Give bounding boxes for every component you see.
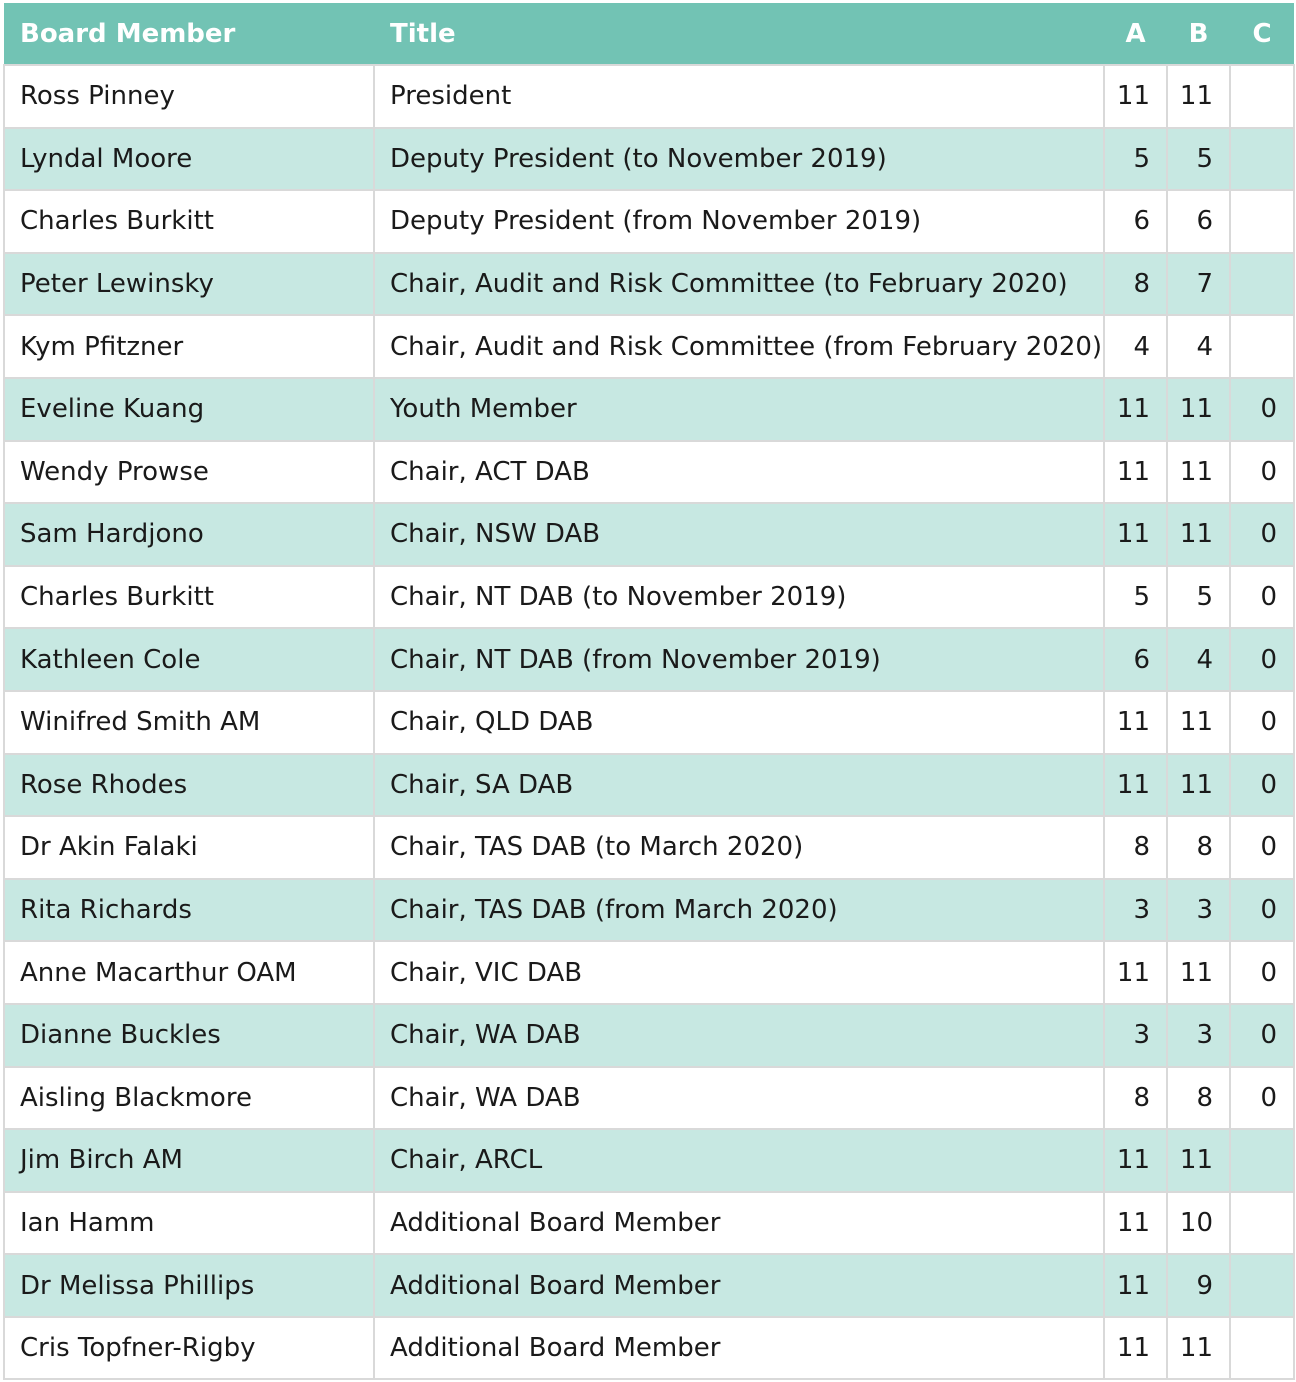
cell-c (1230, 190, 1294, 253)
cell-a: 11 (1104, 1254, 1167, 1317)
cell-c (1230, 128, 1294, 191)
cell-b: 3 (1167, 879, 1230, 942)
cell-a: 11 (1104, 1192, 1167, 1255)
cell-b: 8 (1167, 1067, 1230, 1130)
cell-c: 0 (1230, 754, 1294, 817)
cell-title: Youth Member (374, 378, 1104, 441)
cell-c: 0 (1230, 691, 1294, 754)
cell-board-member: Ross Pinney (4, 65, 374, 128)
cell-b: 4 (1167, 628, 1230, 691)
table-row (4, 128, 1294, 191)
table-row (4, 1004, 1294, 1067)
table-row (4, 190, 1294, 253)
cell-title: Additional Board Member (374, 1192, 1104, 1255)
table-header (4, 3, 1294, 65)
table-row (4, 378, 1294, 441)
cell-b: 11 (1167, 503, 1230, 566)
cell-c: 0 (1230, 378, 1294, 441)
cell-title: Deputy President (from November 2019) (374, 190, 1104, 253)
cell-b: 11 (1167, 1317, 1230, 1380)
cell-board-member: Cris Topfner-Rigby (4, 1317, 374, 1380)
cell-title: Additional Board Member (374, 1317, 1104, 1380)
table-row (4, 1254, 1294, 1317)
table-row (4, 253, 1294, 316)
table-row (4, 628, 1294, 691)
cell-board-member: Rose Rhodes (4, 754, 374, 817)
cell-a: 11 (1104, 65, 1167, 128)
cell-c: 0 (1230, 566, 1294, 629)
cell-c (1230, 1192, 1294, 1255)
cell-a: 11 (1104, 1129, 1167, 1192)
cell-c (1230, 253, 1294, 316)
cell-b: 5 (1167, 128, 1230, 191)
cell-board-member: Ian Hamm (4, 1192, 374, 1255)
table-row (4, 941, 1294, 1004)
cell-title: Chair, Audit and Risk Committee (to February 2020) (374, 253, 1104, 316)
cell-a: 3 (1104, 879, 1167, 942)
cell-board-member: Kym Pfitzner (4, 315, 374, 378)
cell-b: 6 (1167, 190, 1230, 253)
cell-a: 8 (1104, 816, 1167, 879)
cell-a: 11 (1104, 1317, 1167, 1380)
cell-title: Chair, Audit and Risk Committee (from February 2020) (374, 315, 1104, 378)
cell-b: 7 (1167, 253, 1230, 316)
cell-c: 0 (1230, 1067, 1294, 1130)
table-row (4, 566, 1294, 629)
cell-b: 3 (1167, 1004, 1230, 1067)
cell-board-member: Charles Burkitt (4, 190, 374, 253)
cell-a: 5 (1104, 566, 1167, 629)
cell-b: 10 (1167, 1192, 1230, 1255)
cell-c (1230, 1129, 1294, 1192)
cell-a: 5 (1104, 128, 1167, 191)
cell-a: 4 (1104, 315, 1167, 378)
cell-c: 0 (1230, 1004, 1294, 1067)
header-title: Title (390, 18, 456, 49)
cell-b: 11 (1167, 378, 1230, 441)
cell-title: Additional Board Member (374, 1254, 1104, 1317)
cell-c (1230, 1317, 1294, 1380)
cell-a: 11 (1104, 754, 1167, 817)
cell-c: 0 (1230, 941, 1294, 1004)
table-row (4, 1192, 1294, 1255)
cell-board-member: Aisling Blackmore (4, 1067, 374, 1130)
table-row (4, 1317, 1294, 1380)
cell-board-member: Sam Hardjono (4, 503, 374, 566)
cell-title: Chair, NSW DAB (374, 503, 1104, 566)
cell-b: 5 (1167, 566, 1230, 629)
cell-title: Chair, WA DAB (374, 1004, 1104, 1067)
cell-b: 11 (1167, 691, 1230, 754)
table-row (4, 691, 1294, 754)
header-row (4, 3, 1294, 65)
cell-a: 6 (1104, 190, 1167, 253)
cell-a: 11 (1104, 378, 1167, 441)
cell-title: Chair, NT DAB (from November 2019) (374, 628, 1104, 691)
cell-c: 0 (1230, 503, 1294, 566)
cell-board-member: Dianne Buckles (4, 1004, 374, 1067)
cell-b: 11 (1167, 65, 1230, 128)
table-row (4, 441, 1294, 504)
cell-title: Chair, TAS DAB (from March 2020) (374, 879, 1104, 942)
cell-board-member: Charles Burkitt (4, 566, 374, 629)
cell-b: 11 (1167, 1129, 1230, 1192)
cell-board-member: Lyndal Moore (4, 128, 374, 191)
header-board-member: Board Member (20, 18, 236, 49)
board-attendance-table (3, 3, 1295, 1380)
header-b: B (1188, 18, 1209, 49)
cell-title: Chair, WA DAB (374, 1067, 1104, 1130)
cell-title: Chair, NT DAB (to November 2019) (374, 566, 1104, 629)
cell-title: Chair, ARCL (374, 1129, 1104, 1192)
cell-b: 11 (1167, 941, 1230, 1004)
table-row (4, 816, 1294, 879)
cell-board-member: Wendy Prowse (4, 441, 374, 504)
cell-c: 0 (1230, 628, 1294, 691)
cell-board-member: Kathleen Cole (4, 628, 374, 691)
cell-board-member: Dr Akin Falaki (4, 816, 374, 879)
cell-c (1230, 1254, 1294, 1317)
cell-title: Chair, ACT DAB (374, 441, 1104, 504)
cell-board-member: Dr Melissa Phillips (4, 1254, 374, 1317)
table-row (4, 879, 1294, 942)
cell-board-member: Winifred Smith AM (4, 691, 374, 754)
cell-c (1230, 65, 1294, 128)
table-row (4, 1067, 1294, 1130)
cell-title: President (374, 65, 1104, 128)
cell-c: 0 (1230, 816, 1294, 879)
cell-a: 11 (1104, 691, 1167, 754)
cell-a: 6 (1104, 628, 1167, 691)
cell-a: 11 (1104, 441, 1167, 504)
cell-a: 11 (1104, 941, 1167, 1004)
cell-board-member: Eveline Kuang (4, 378, 374, 441)
cell-title: Chair, QLD DAB (374, 691, 1104, 754)
cell-c: 0 (1230, 441, 1294, 504)
table-row (4, 315, 1294, 378)
cell-b: 9 (1167, 1254, 1230, 1317)
table-row (4, 65, 1294, 128)
cell-board-member: Jim Birch AM (4, 1129, 374, 1192)
cell-board-member: Anne Macarthur OAM (4, 941, 374, 1004)
cell-a: 3 (1104, 1004, 1167, 1067)
cell-a: 8 (1104, 253, 1167, 316)
header-c: C (1252, 18, 1272, 49)
cell-b: 8 (1167, 816, 1230, 879)
table-row (4, 1129, 1294, 1192)
cell-board-member: Rita Richards (4, 879, 374, 942)
cell-a: 11 (1104, 503, 1167, 566)
header-a: A (1125, 18, 1146, 49)
table-body (4, 65, 1294, 1379)
table-row (4, 503, 1294, 566)
cell-title: Chair, SA DAB (374, 754, 1104, 817)
cell-b: 11 (1167, 754, 1230, 817)
table-row (4, 754, 1294, 817)
cell-b: 11 (1167, 441, 1230, 504)
cell-a: 8 (1104, 1067, 1167, 1130)
cell-c: 0 (1230, 879, 1294, 942)
cell-b: 4 (1167, 315, 1230, 378)
cell-title: Chair, VIC DAB (374, 941, 1104, 1004)
cell-c (1230, 315, 1294, 378)
cell-board-member: Peter Lewinsky (4, 253, 374, 316)
cell-title: Deputy President (to November 2019) (374, 128, 1104, 191)
cell-title: Chair, TAS DAB (to March 2020) (374, 816, 1104, 879)
